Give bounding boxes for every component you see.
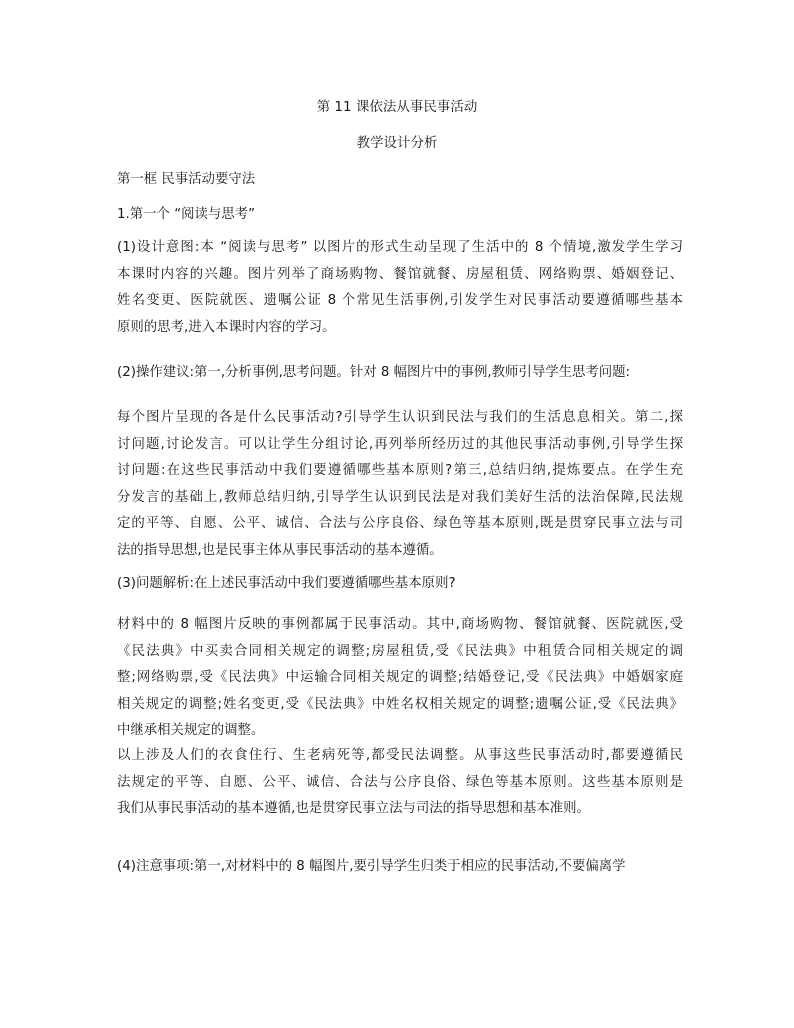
lesson-title: 第 11 课依法从事民事活动 (316, 99, 478, 115)
text-line: 《民法典》中买卖合同相关规定的调整;房屋租赁,受《民法典》中租赁合同相关规定的调 (117, 643, 683, 659)
text-line: 讨问题:在这些民事活动中我们要遵循哪些基本原则?第三,总结归纳,提炼要点。在学生充 (117, 463, 683, 478)
text-line: 姓名变更、医院就医、遗嘱公证 8 个常见生活事例,引发学生对民事活动要遵循哪些基本 (117, 293, 683, 308)
paragraph-question (117, 575, 456, 593)
text-line: (3)问题解析:在上述民事活动中我们要遵循哪些基本原则? (117, 576, 456, 591)
lesson-subtitle: 教学设计分析 (356, 135, 438, 151)
text-line: 材料中的 8 幅图片反映的事例都属于民事活动。其中,商场购物、餐馆就餐、医院就医,受 (117, 617, 683, 632)
paragraph-notes (117, 858, 626, 876)
text-line: 每个图片呈现的各是什么民事活动?引导学生认识到民法与我们的生活息息相关。第二,探 (117, 410, 683, 425)
text-line: 本课时内容的兴趣。图片列举了商场购物、餐馆就餐、房屋租赁、网络购票、婚姻登记、 (117, 266, 683, 282)
paragraph-design-intent (117, 235, 683, 341)
paragraph-analysis (117, 612, 683, 745)
paragraph-operation-steps (117, 405, 683, 564)
text-line: 法规定的平等、自愿、公平、诚信、合法与公序良俗、绿色等基本原则。这些基本原则是 (117, 774, 683, 790)
text-line: (1)设计意图:本 “阅读与思考” 以图片的形式生动呈现了生活中的 8 个情境,激发学生学习 (117, 240, 683, 255)
text-line: 整;网络购票,受《民法典》中运输合同相关规定的调整;结婚登记,受《民法典》中婚姻家庭 (117, 670, 683, 685)
text-line: 讨问题,讨论发言。可以让学生分组讨论,再列举所经历过的其他民事活动事例,引导学生探 (117, 436, 683, 452)
item-heading: 1.第一个 “阅读与思考” (117, 207, 256, 222)
text-line: (2)操作建议:第一,分析事例,思考问题。针对 8 幅图片中的事例,教师引导学生思考问题: (117, 365, 631, 380)
text-line: 定的平等、自愿、公平、诚信、合法与公序良俗、绿色等基本原则,既是贯穿民事立法与司 (117, 516, 683, 531)
text-line: 我们从事民事活动的基本遵循,也是贯穿民事立法与司法的指导思想和基本准则。 (117, 801, 590, 816)
text-line: 原则的思考,进入本课时内容的学习。 (117, 319, 336, 335)
text-line: 中继承相关规定的调整。 (117, 723, 265, 738)
section-heading: 第一框 民事活动要守法 (117, 172, 256, 187)
text-line: 法的指导思想,也是民事主体从事民事活动的基本遵循。 (117, 542, 443, 558)
text-line: (4)注意事项:第一,对材料中的 8 幅图片,要引导学生归类于相应的民事活动,不要偏离学 (117, 859, 626, 874)
paragraph-summary (117, 743, 683, 823)
text-line: 以上涉及人们的衣食住行、生老病死等,都受民法调整。从事这些民事活动时,都要遵循民 (117, 748, 683, 763)
text-line: 分发言的基础上,教师总结归纳,引导学生认识到民法是对我们美好生活的法治保障,民法规 (117, 489, 683, 505)
text-line: 相关规定的调整;姓名变更,受《民法典》中姓名权相关规定的调整;遗嘱公证,受《民法典》 (117, 696, 683, 712)
paragraph-operation-advice (117, 364, 630, 382)
